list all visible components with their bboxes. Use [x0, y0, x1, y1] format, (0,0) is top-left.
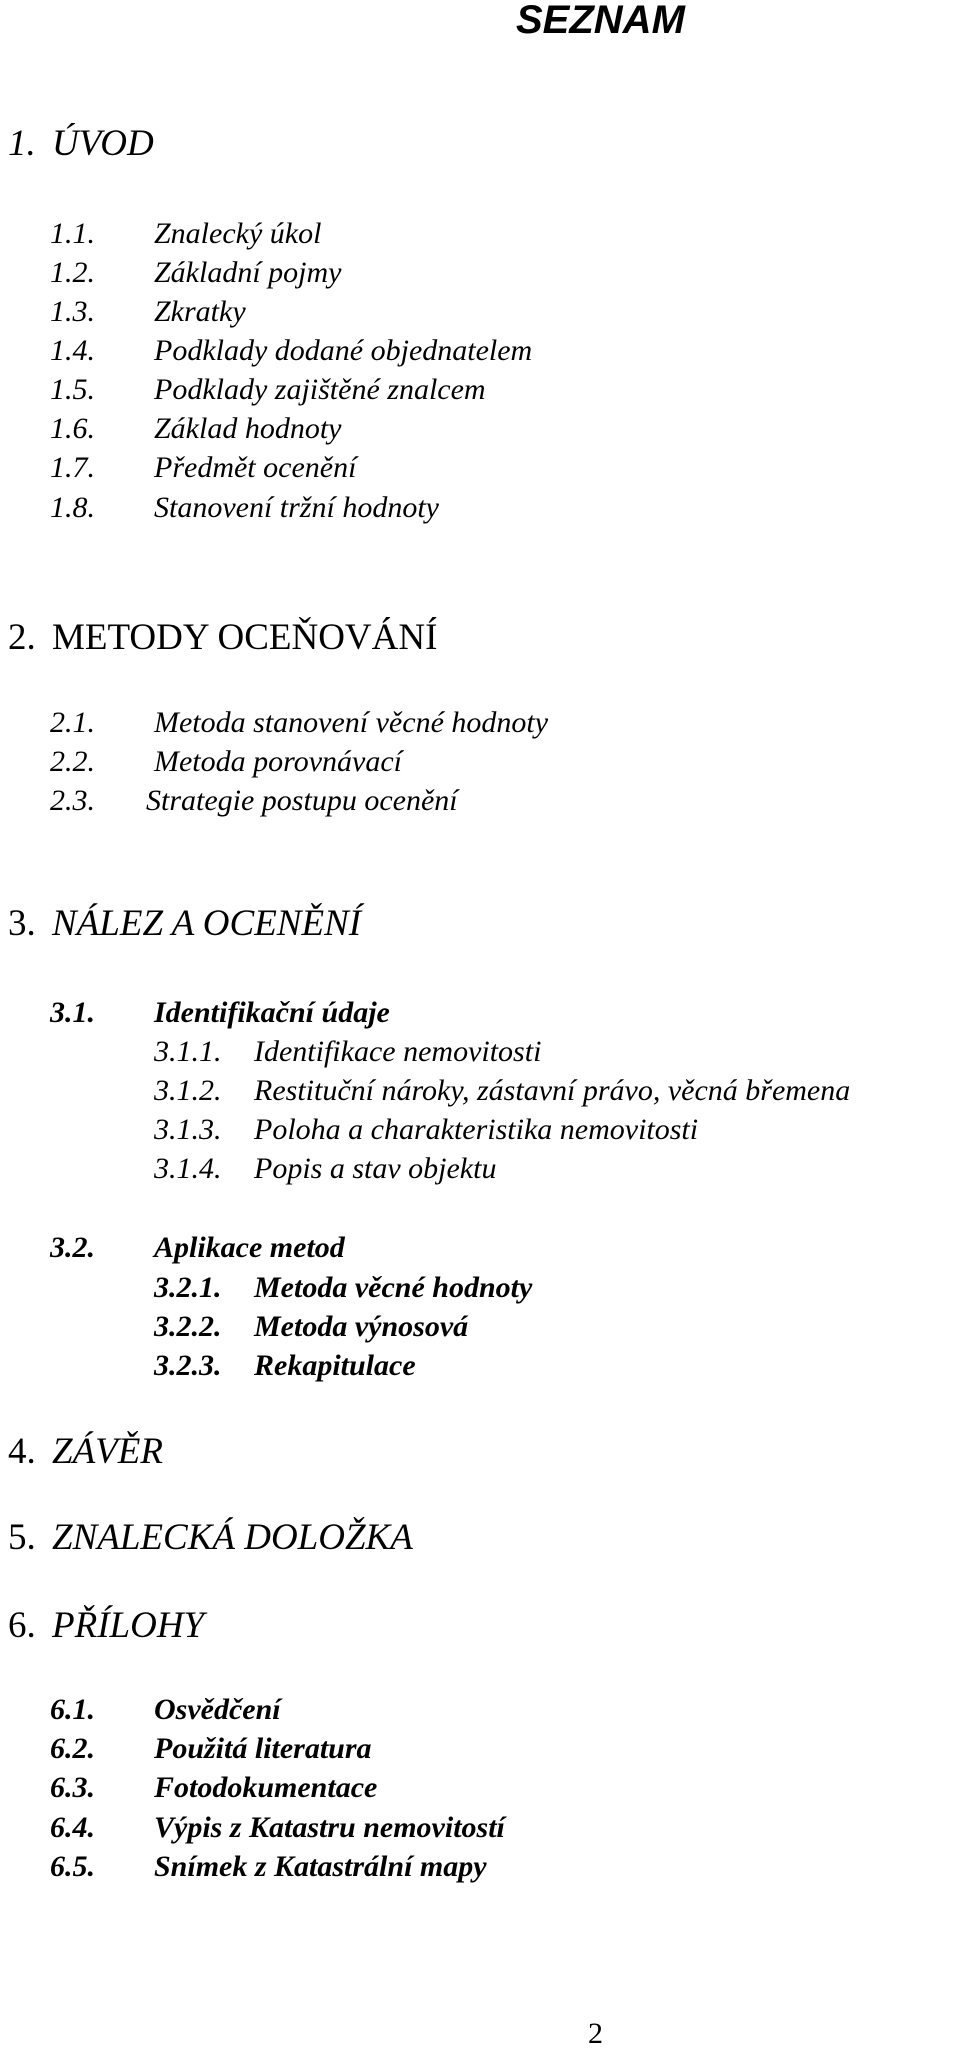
entry-title: Podklady zajištěné znalcem	[154, 373, 486, 406]
subentry-number: 3.2.1.	[154, 1271, 222, 1304]
entry-number: 6.4.	[50, 1811, 95, 1844]
entry-title: Strategie postupu ocenění	[146, 784, 458, 817]
page-title: SEZNAM	[516, 0, 685, 42]
entry-title: Podklady dodané objednatelem	[154, 334, 533, 367]
subentry-title: Metoda věcné hodnoty	[254, 1271, 533, 1304]
entry-title: Základ hodnoty	[154, 412, 342, 445]
subentry-title: Poloha a charakteristika nemovitosti	[254, 1113, 699, 1146]
page-number: 2	[588, 2017, 603, 2050]
section-title: METODY OCEŇOVÁNÍ	[52, 617, 438, 658]
entry-title: Zkratky	[154, 295, 246, 328]
entry-title: Výpis z Katastru nemovitostí	[154, 1811, 505, 1844]
entry-number: 1.2.	[50, 256, 95, 289]
entry-number: 2.2.	[50, 745, 95, 778]
section-title: ZÁVĚR	[52, 1431, 163, 1472]
subentry-title: Identifikace nemovitosti	[254, 1035, 542, 1068]
subentry-number: 3.2.2.	[154, 1310, 222, 1343]
entry-number: 6.1.	[50, 1693, 95, 1726]
entry-number: 2.1.	[50, 706, 95, 739]
section-title: NÁLEZ A OCENĚNÍ	[52, 903, 362, 944]
subentry-number: 3.1.4.	[154, 1152, 222, 1185]
entry-title: Stanovení tržní hodnoty	[154, 491, 439, 524]
entry-number: 1.1.	[50, 217, 95, 250]
entry-number: 1.4.	[50, 334, 95, 367]
entry-number: 1.5.	[50, 373, 95, 406]
entry-number: 6.3.	[50, 1771, 95, 1804]
subentry-title: Popis a stav objektu	[254, 1152, 497, 1185]
subentry-number: 3.1.3.	[154, 1113, 222, 1146]
section-title: ZNALECKÁ DOLOŽKA	[52, 1517, 413, 1558]
entry-number: 3.2.	[50, 1231, 95, 1264]
subentry-number: 3.2.3.	[154, 1349, 222, 1382]
section-number: 2.	[8, 617, 36, 658]
entry-number: 1.6.	[50, 412, 95, 445]
entry-title: Základní pojmy	[154, 256, 342, 289]
entry-title: Použitá literatura	[154, 1732, 372, 1765]
entry-number: 3.1.	[50, 996, 95, 1029]
subentry-title: Restituční nároky, zástavní právo, věcná břemena	[254, 1074, 851, 1107]
entry-title: Osvědčení	[154, 1693, 281, 1726]
section-number: 3.	[8, 903, 36, 944]
entry-title: Snímek z Katastrální mapy	[154, 1850, 487, 1883]
section-number: 4.	[8, 1431, 36, 1472]
entry-title: Metoda stanovení věcné hodnoty	[154, 706, 549, 739]
entry-title: Fotodokumentace	[154, 1771, 378, 1804]
entry-title: Znalecký úkol	[154, 217, 322, 250]
entry-number: 1.8.	[50, 491, 95, 524]
entry-number: 6.2.	[50, 1732, 95, 1765]
section-number: 1.	[8, 123, 36, 164]
section-number: 5.	[8, 1517, 36, 1558]
entry-title: Předmět ocenění	[154, 451, 357, 484]
section-number: 6.	[8, 1605, 36, 1646]
section-title: PŘÍLOHY	[52, 1605, 205, 1646]
entry-number: 1.7.	[50, 451, 95, 484]
section-title: ÚVOD	[52, 123, 154, 164]
subentry-title: Rekapitulace	[254, 1349, 416, 1382]
entry-title: Metoda porovnávací	[154, 745, 402, 778]
entry-number: 2.3.	[50, 784, 95, 817]
entry-number: 6.5.	[50, 1850, 95, 1883]
entry-number: 1.3.	[50, 295, 95, 328]
subentry-number: 3.1.1.	[154, 1035, 222, 1068]
entry-title: Aplikace metod	[154, 1231, 345, 1264]
subentry-title: Metoda výnosová	[254, 1310, 469, 1343]
subentry-number: 3.1.2.	[154, 1074, 222, 1107]
entry-title: Identifikační údaje	[154, 996, 390, 1029]
